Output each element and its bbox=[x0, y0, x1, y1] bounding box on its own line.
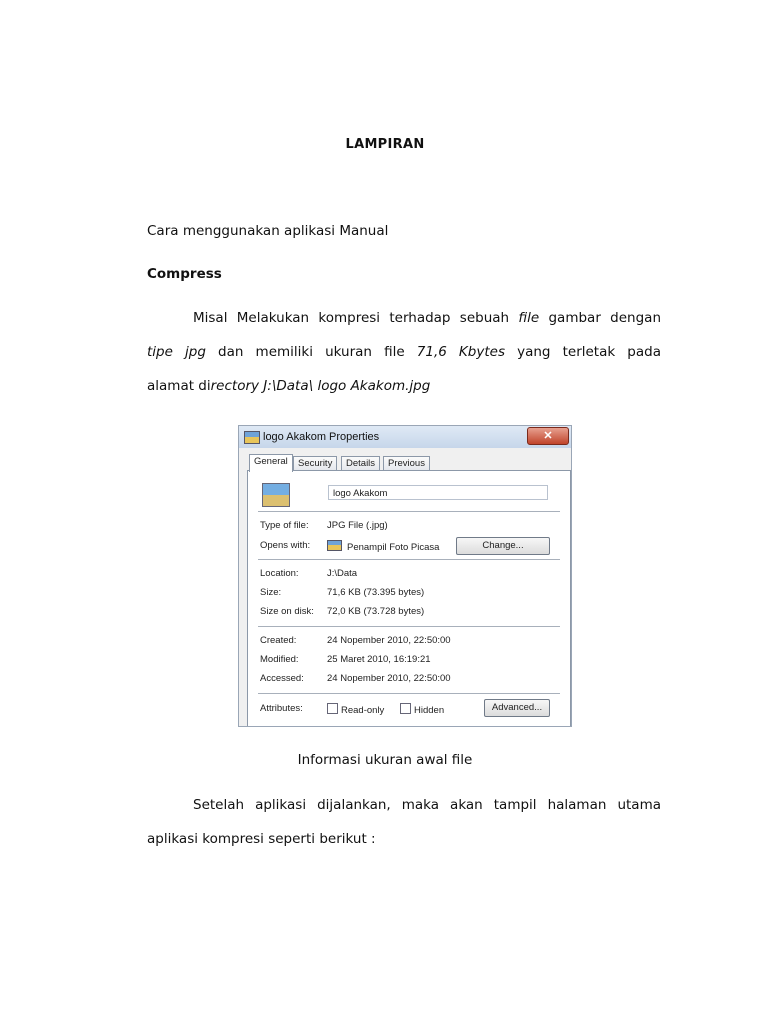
type-label: Type of file: bbox=[260, 520, 309, 531]
size-value: 71,6 KB (73.395 bytes) bbox=[327, 587, 425, 598]
tab-previous-versions[interactable]: Previous bbox=[383, 456, 430, 471]
close-button[interactable]: ✕ bbox=[527, 427, 569, 445]
tab-details[interactable]: Details bbox=[341, 456, 380, 471]
size-label: Size: bbox=[260, 587, 282, 598]
properties-dialog bbox=[238, 425, 572, 727]
paragraph-2-line-2: aplikasi kompresi seperti berikut : bbox=[147, 831, 376, 847]
tab-security[interactable]: Security bbox=[293, 456, 337, 471]
image-file-icon bbox=[244, 431, 260, 444]
size-on-disk-label: Size on disk: bbox=[260, 606, 314, 617]
change-button[interactable]: Change... bbox=[456, 537, 550, 555]
advanced-button[interactable]: Advanced... bbox=[484, 699, 550, 717]
file-thumbnail-icon bbox=[262, 483, 290, 507]
opens-with-value: Penampil Foto Picasa bbox=[327, 540, 439, 553]
location-value: J:\Data bbox=[327, 568, 358, 579]
divider bbox=[258, 626, 560, 627]
divider bbox=[258, 693, 560, 694]
page-title: LAMPIRAN bbox=[345, 137, 425, 152]
checkbox-icon bbox=[327, 703, 338, 714]
paragraph-2 bbox=[147, 796, 661, 849]
created-label: Created: bbox=[260, 635, 297, 646]
dialog-title: logo Akakom Properties bbox=[263, 431, 380, 443]
size-on-disk-value: 72,0 KB (73.728 bytes) bbox=[327, 606, 425, 617]
modified-value: 25 Maret 2010, 16:19:21 bbox=[327, 654, 431, 665]
hidden-checkbox[interactable]: Hidden bbox=[400, 703, 444, 716]
divider bbox=[258, 511, 560, 512]
paragraph-1-line-2: tipe jpg dan memiliki ukuran file 71,6 Kbytes yang terletak pada bbox=[147, 344, 661, 360]
checkbox-icon bbox=[400, 703, 411, 714]
readonly-checkbox[interactable]: Read-only bbox=[327, 703, 384, 716]
intro-text: Cara menggunakan aplikasi Manual bbox=[147, 223, 389, 239]
section-heading: Compress bbox=[147, 266, 222, 282]
paragraph-1-line-1: Misal Melakukan kompresi terhadap sebuah file gambar dengan bbox=[193, 310, 661, 326]
file-name-input[interactable]: logo Akakom bbox=[328, 485, 548, 500]
paragraph-1-line-3: alamat directory J:\Data\ logo Akakom.jpg bbox=[147, 378, 431, 394]
type-value: JPG File (.jpg) bbox=[327, 520, 388, 531]
figure-caption: Informasi ukuran awal file bbox=[297, 752, 473, 768]
general-panel bbox=[247, 470, 571, 727]
accessed-value: 24 Nopember 2010, 22:50:00 bbox=[327, 673, 451, 684]
paragraph-2-line-1: Setelah aplikasi dijalankan, maka akan tampil halaman utama bbox=[193, 797, 661, 813]
accessed-label: Accessed: bbox=[260, 673, 304, 684]
dialog-titlebar bbox=[239, 426, 571, 448]
paragraph-1 bbox=[147, 309, 661, 396]
picasa-icon bbox=[327, 540, 342, 551]
opens-with-label: Opens with: bbox=[260, 540, 311, 551]
modified-label: Modified: bbox=[260, 654, 299, 665]
location-label: Location: bbox=[260, 568, 299, 579]
divider bbox=[258, 559, 560, 560]
attributes-label: Attributes: bbox=[260, 703, 303, 714]
tab-general[interactable]: General bbox=[249, 454, 293, 472]
created-value: 24 Nopember 2010, 22:50:00 bbox=[327, 635, 451, 646]
